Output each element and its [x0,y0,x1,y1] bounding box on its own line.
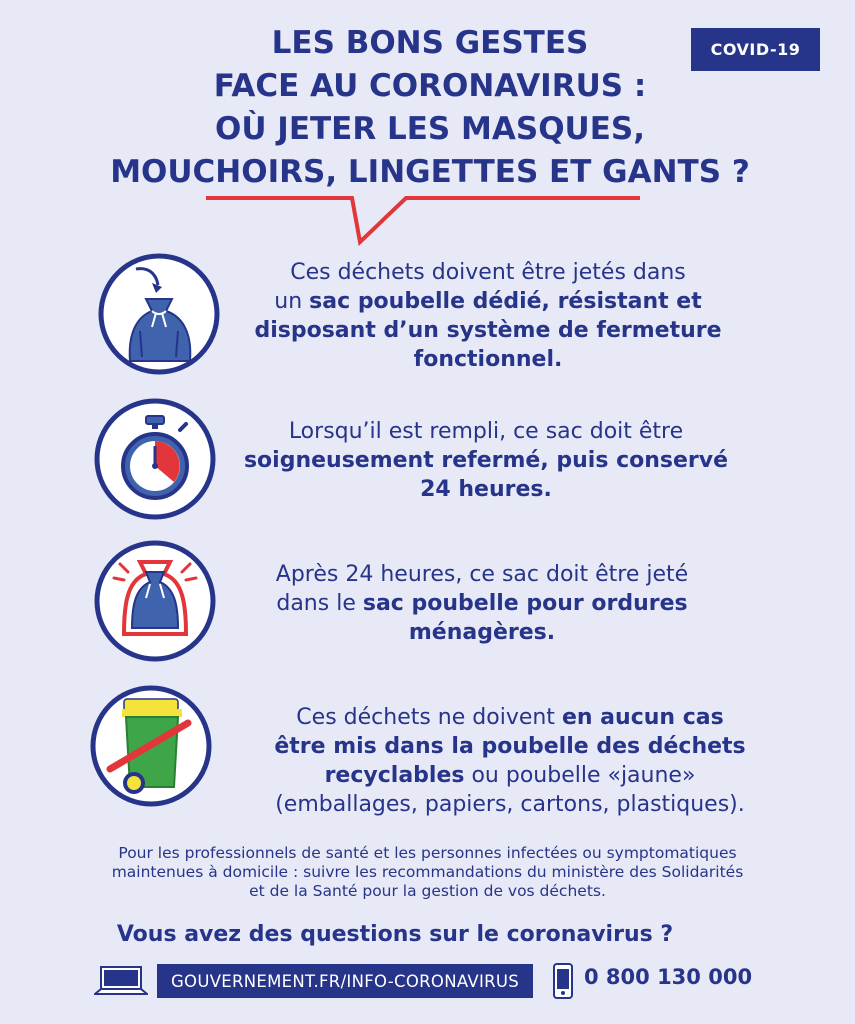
stopwatch-icon [92,396,218,522]
alert-bag-icon [92,538,218,664]
title-line: LES BONS GESTES [271,25,589,61]
footnote-line: Pour les professionnels de santé et les personnes infectées ou symptomatiques [118,844,737,862]
step-line: (emballages, papiers, cartons, plastiques). [275,792,745,817]
step-line: recyclables ou poubelle «jaune» [324,763,696,788]
trash-bag-icon [96,251,222,377]
phone-icon [552,963,574,999]
step-line: dans le sac poubelle pour ordures [276,591,688,616]
recycling-bin-forbidden-icon [88,683,214,809]
step-line: Après 24 heures, ce sac doit être jeté [275,562,689,587]
covid-badge: COVID-19 [691,28,820,71]
title-line: OÙ JETER LES MASQUES, [214,111,646,147]
info-website-link[interactable]: GOUVERNEMENT.FR/INFO-CORONAVIRUS [157,964,533,998]
step-4-text [250,703,770,819]
step-line: Lorsqu’il est rempli, ce sac doit être [288,419,684,444]
laptop-icon [94,966,148,996]
step-line: être mis dans la poubelle des déchets [274,734,746,759]
step-line: soigneusement refermé, puis conservé [243,448,729,473]
step-line: un sac poubelle dédié, résistant et [274,289,702,314]
step-2-text [236,417,736,504]
health-professionals-note [20,844,835,901]
step-line: disposant d’un système de fermeture [254,318,722,343]
step-line: ménagères. [408,620,556,645]
questions-heading: Vous avez des questions sur le coronavirus ? [116,922,674,947]
step-3-text [232,560,732,647]
step-1-text [238,258,738,374]
footnote-line: maintenues à domicile : suivre les recommandations du ministère des Solidarités [111,863,744,881]
hotline-number[interactable]: 0 800 130 000 [584,965,753,989]
speech-bubble-tail [200,190,650,250]
step-line: Ces déchets doivent être jetés dans [290,260,686,285]
page-title [80,22,780,194]
step-line: Ces déchets ne doivent en aucun cas [296,705,724,730]
title-line: MOUCHOIRS, LINGETTES ET GANTS ? [110,154,750,190]
step-line: fonctionnel. [413,347,563,372]
title-line: FACE AU CORONAVIRUS : [213,68,647,104]
step-line: 24 heures. [420,477,552,502]
footnote-line: et de la Santé pour la gestion de vos déchets. [249,882,606,900]
